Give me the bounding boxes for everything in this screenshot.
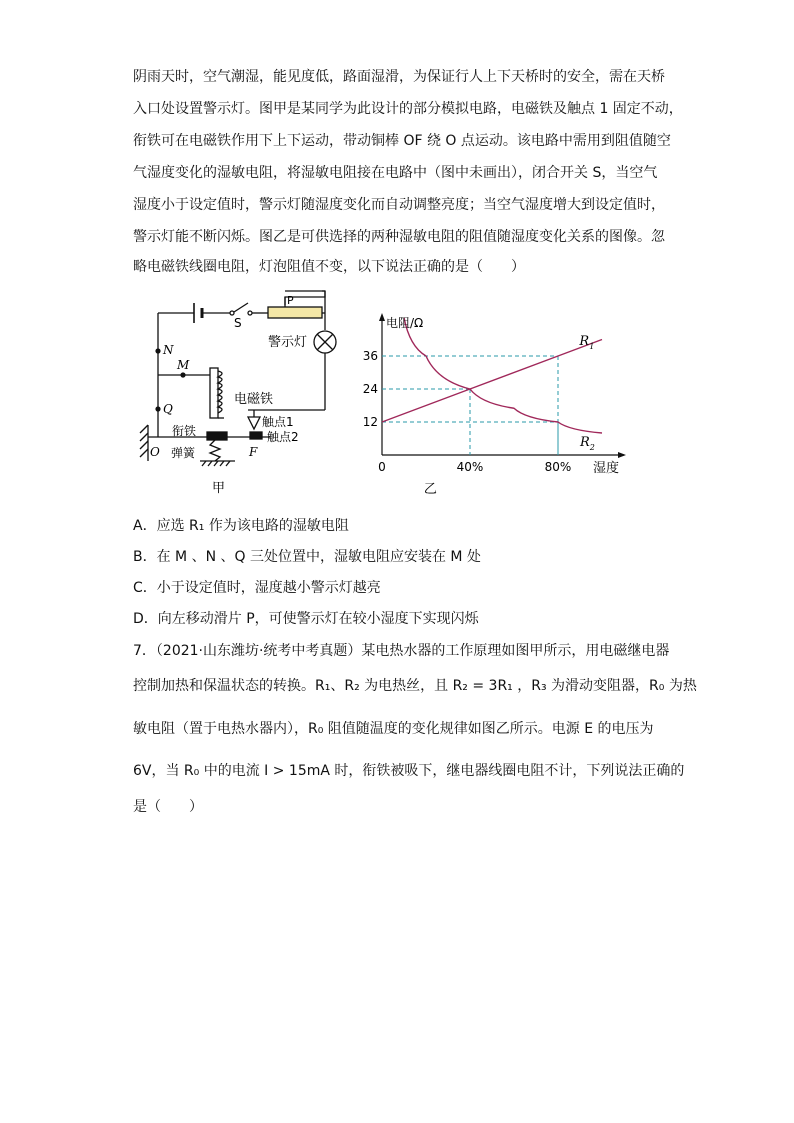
y-axis-arrow [379, 313, 385, 321]
q7-line-2: 控制加热和保温状态的转换。R₁、R₂ 为电热丝，且 R₂ = 3R₁ ，R₃ 为滑动变阻器，R₀ 为热 [133, 678, 697, 694]
x-tick-0: 40% [456, 460, 484, 474]
q7-line-5: 是（ ） [133, 799, 203, 815]
q6-line-2: 入口处设置警示灯。图甲是某同学为此设计的部分模拟电路，电磁铁及触点 1 固定不动， [133, 101, 683, 117]
x-axis-label: 湿度 [593, 461, 620, 476]
caption-yi: 乙 [423, 482, 437, 497]
label-spring: 弹簧 [171, 446, 196, 460]
x-axis-arrow [618, 452, 626, 458]
q7-line-1: 7．（2021·山东潍坊·统考中考真题）某电热水器的工作原理如图甲所示，用电磁继电器 [133, 643, 670, 659]
label-contact2: 触点2 [267, 430, 299, 444]
origin-label: 0 [378, 460, 386, 474]
humidity-resistance-chart [360, 305, 620, 500]
series-r1-line [382, 340, 602, 423]
y-tick-36: 36 [362, 349, 378, 363]
q6-line-7: 略电磁铁线圈电阻，灯泡阻值不变，以下说法正确的是（ ） [133, 259, 525, 275]
label-O: O [150, 445, 160, 459]
label-armature: 衔铁 [172, 424, 197, 438]
label-lamp: 警示灯 [268, 335, 308, 350]
q6-line-5: 湿度小于设定值时，警示灯随湿度变化而自动调整亮度；当空气湿度增大到设定值时， [133, 197, 665, 213]
option-b[interactable]: B．在 M 、N 、Q 三处位置中，湿敏电阻应安装在 M 处 [133, 549, 481, 565]
label-P: P [287, 294, 294, 307]
label-contact1: 触点1 [262, 415, 294, 429]
series-r2-curve [404, 318, 602, 434]
label-Q: Q [163, 402, 173, 416]
y-axis-label: 电阻/Ω [386, 316, 424, 330]
option-a[interactable]: A．应选 R₁ 作为该电路的湿敏电阻 [133, 518, 349, 534]
label-F: F [249, 445, 258, 459]
y-tick-12: 12 [362, 415, 378, 429]
series-label-r1: $R_1$ [579, 334, 595, 351]
q7-line-4: 6V，当 R₀ 中的电流 I > 15mA 时，衔铁被吸下，继电器线圈电阻不计，下列说法正确的 [133, 763, 685, 779]
q7-line-3: 敏电阻（置于电热水器内），R₀ 阻值随温度的变化规律如图乙所示。电源 E 的电压为 [133, 721, 654, 737]
caption-jia: 甲 [212, 481, 226, 496]
q6-line-4: 气湿度变化的湿敏电阻，将湿敏电阻接在电路中（图中未画出），闭合开关 S，当空气 [133, 165, 658, 181]
x-tick-1: 80% [544, 460, 572, 474]
q6-line-1: 阴雨天时，空气潮湿，能见度低，路面湿滑，为保证行人上下天桥时的安全，需在天桥 [133, 69, 665, 85]
q6-line-3: 衔铁可在电磁铁作用下上下运动，带动铜棒 OF 绕 O 点运动。该电路中需用到阻值随空 [133, 133, 671, 149]
circuit-diagram [130, 285, 360, 500]
option-d[interactable]: D．向左移动滑片 P，可使警示灯在较小湿度下实现闪烁 [133, 611, 479, 627]
label-magnet: 电磁铁 [234, 392, 274, 407]
label-N: N [163, 343, 174, 357]
label-S: S [234, 316, 242, 330]
label-M: M [177, 358, 190, 372]
option-c[interactable]: C．小于设定值时，湿度越小警示灯越亮 [133, 580, 381, 596]
series-label-r2: $R_2$ [580, 435, 595, 452]
q6-line-6: 警示灯能不断闪烁。图乙是可供选择的两种湿敏电阻的阻值随湿度变化关系的图像。忽 [133, 229, 665, 245]
y-tick-24: 24 [362, 382, 378, 396]
